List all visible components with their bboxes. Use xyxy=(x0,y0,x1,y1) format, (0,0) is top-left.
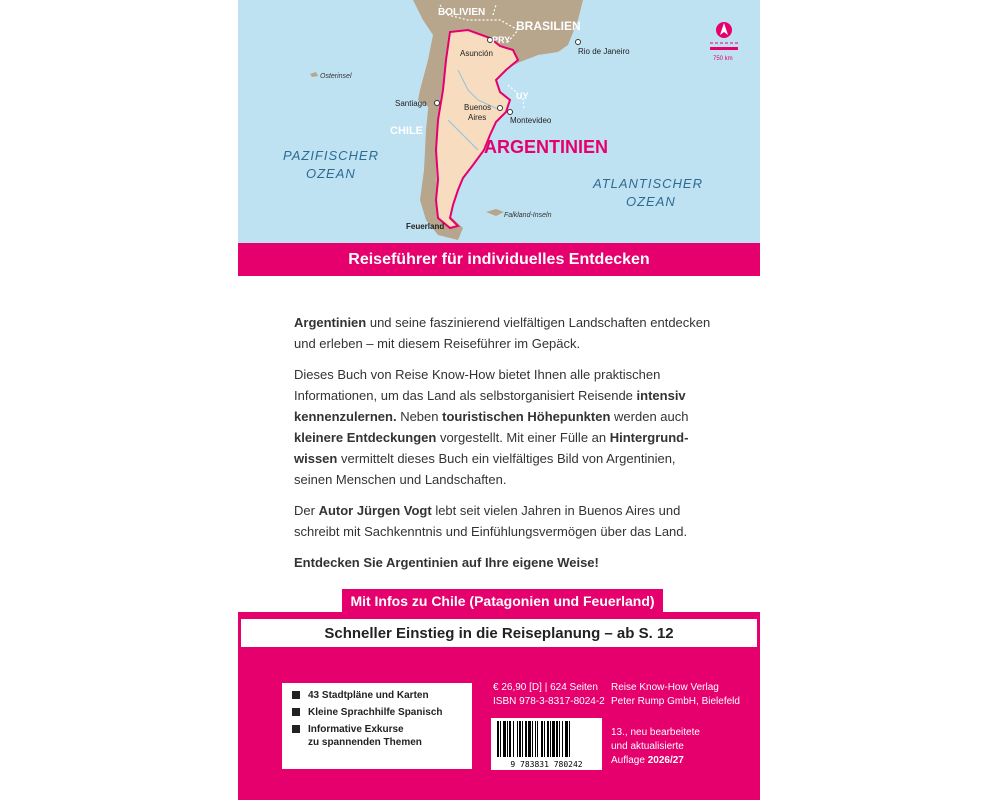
edition-line2: und aktualisierte xyxy=(611,741,684,752)
barcode-digits: 9 783831 780242 xyxy=(510,760,583,769)
label-chile: CHILE xyxy=(390,125,423,137)
map-of-south-america xyxy=(238,0,760,243)
barcode-bar xyxy=(565,721,568,757)
headline-banner xyxy=(238,243,760,276)
p2-t1: Dieses Buch von Reise Know-How bietet Ihnen alle praktischen Informationen, um das Land als selbstorganisiert Reisende xyxy=(294,367,661,403)
barcode-bar xyxy=(541,721,543,757)
quickstart-bar xyxy=(240,618,758,648)
barcode-bar xyxy=(550,721,551,757)
label-feuerland: Feuerland xyxy=(406,222,445,231)
book-back-cover xyxy=(238,0,760,800)
intro-paragraph xyxy=(294,312,714,354)
p2-t2: Neben xyxy=(396,409,443,424)
edition-prefix: Auflage xyxy=(611,755,648,766)
feature-label: Kleine Sprachhilfe Spanisch xyxy=(308,707,443,718)
label-atlantic-2: OZEAN xyxy=(626,194,676,209)
edition-year: 2026/27 xyxy=(647,755,684,766)
barcode-bar xyxy=(569,721,570,757)
barcode-bar xyxy=(517,721,518,757)
edition-info xyxy=(611,726,700,768)
p2-b3: kleinere Entdeckungen xyxy=(294,430,437,445)
feature-item-continued xyxy=(292,736,472,749)
label-buenos: Buenos xyxy=(464,103,492,112)
label-rio: Rio de Janeiro xyxy=(578,47,630,56)
chile-info-tab xyxy=(342,589,663,613)
features-box xyxy=(282,683,472,769)
blurb xyxy=(294,312,714,583)
label-scale: 750 km xyxy=(713,56,733,62)
barcode-bar xyxy=(509,721,511,757)
barcode-bar xyxy=(532,721,533,757)
barcode-bar xyxy=(513,721,514,757)
publisher-line2: Peter Rump GmbH, Bielefeld xyxy=(611,696,740,707)
barcode-bar xyxy=(537,721,538,757)
checkbox-icon xyxy=(292,691,300,699)
p3-t1: Der xyxy=(294,503,319,518)
label-asuncion: Asunción xyxy=(460,49,493,58)
author-paragraph xyxy=(294,500,714,542)
barcode xyxy=(491,718,602,770)
falkland-shape xyxy=(486,209,504,216)
label-argentinien: ARGENTINIEN xyxy=(484,137,609,157)
city-dot xyxy=(508,110,513,115)
map-graphic xyxy=(238,0,760,243)
p3-b1: Autor Jürgen Vogt xyxy=(318,503,432,518)
p2-b4: Hintergrund-wissen xyxy=(294,430,689,466)
barcode-bar xyxy=(559,721,560,757)
barcode-bar xyxy=(507,721,508,757)
checkbox-icon xyxy=(292,708,300,716)
barcode-bar xyxy=(544,721,545,757)
p2-b1: intensiv kennenzulernen. xyxy=(294,388,686,424)
scale-bar xyxy=(710,47,738,50)
label-atlantic-1: ATLANTISCHER xyxy=(593,176,703,191)
barcode-bar xyxy=(535,721,536,757)
barcode-bar xyxy=(500,721,501,757)
barcode-bar xyxy=(519,721,521,757)
barcode-bar xyxy=(528,721,531,757)
feature-item xyxy=(292,723,472,736)
feature-label: 43 Stadtpläne und Karten xyxy=(308,690,429,701)
edition-line1: 13., neu bearbeitete xyxy=(611,727,700,738)
feature-item xyxy=(292,706,472,719)
feature-label: zu spannenden Themen xyxy=(308,737,422,748)
barcode-bar xyxy=(547,721,549,757)
label-pacific-2: OZEAN xyxy=(306,166,356,181)
p2-t3: werden auch xyxy=(610,409,689,424)
barcode-bar xyxy=(562,721,563,757)
p2-t5: vermittelt dieses Buch ein vielfältiges Bild von Argentinien, seinen Menschen und Landschaften. xyxy=(294,451,676,487)
headline-text: Reiseführer für individuelles Entdecken xyxy=(348,251,650,268)
label-pry: PRY xyxy=(492,35,511,45)
edition-line3 xyxy=(611,754,700,768)
intro-rest: und seine faszinierend vielfältigen Landschaften entdecken und erleben – mit diesem Reiseführer im Gepäck. xyxy=(294,315,711,351)
publisher-line1: Reise Know-How Verlag xyxy=(611,682,719,693)
quickstart-text: Schneller Einstieg in die Reiseplanung – ab S. 12 xyxy=(324,625,674,642)
barcode-bars xyxy=(491,718,602,760)
barcode-bar xyxy=(525,721,527,757)
argentina-land xyxy=(436,30,518,228)
intro-bold: Argentinien xyxy=(294,315,367,330)
label-brasilien: BRASILIEN xyxy=(516,19,581,33)
label-bolivien: BOLIVIEN xyxy=(438,7,486,18)
barcode-bar xyxy=(522,721,523,757)
label-montevideo: Montevideo xyxy=(510,116,552,125)
label-aires: Aires xyxy=(468,113,487,122)
city-dot xyxy=(498,106,503,111)
barcode-bar xyxy=(503,721,506,757)
feature-item xyxy=(292,689,472,702)
city-dot xyxy=(435,101,440,106)
city-dot xyxy=(576,40,581,45)
label-osterinsel: Osterinsel xyxy=(320,73,352,80)
isbn-line: ISBN 978-3-8317-8024-2 xyxy=(493,696,605,707)
label-santiago: Santiago xyxy=(395,99,427,108)
barcode-bar xyxy=(552,721,555,757)
label-falkland: Falkland-Inseln xyxy=(504,212,552,219)
publisher-info xyxy=(611,681,740,709)
closing-bold: Entdecken Sie Argentinien auf Ihre eigene Weise! xyxy=(294,555,599,570)
p2-t4: vorgestellt. Mit einer Fülle an xyxy=(436,430,610,445)
details-paragraph xyxy=(294,364,714,490)
feature-label: Informative Exkurse xyxy=(308,724,404,735)
closing-paragraph xyxy=(294,552,714,573)
p3-t2: lebt seit vielen Jahren in Buenos Aires und schreibt mit Sachkenntnis und Einfühlungsvermögen über das Land. xyxy=(294,503,688,539)
price-info xyxy=(493,681,605,709)
barcode-bar xyxy=(556,721,558,757)
label-pacific-1: PAZIFISCHER xyxy=(283,148,379,163)
tab-label: Mit Infos zu Chile (Patagonien und Feuerland) xyxy=(350,593,655,609)
osterinsel-shape xyxy=(310,72,318,77)
barcode-bar xyxy=(497,721,499,757)
p2-b2: touristischen Höhepunkten xyxy=(442,409,611,424)
price-line: € 26,90 [D] | 624 Seiten xyxy=(493,682,598,693)
label-uy: UY xyxy=(516,91,529,101)
checkbox-icon xyxy=(292,725,300,733)
